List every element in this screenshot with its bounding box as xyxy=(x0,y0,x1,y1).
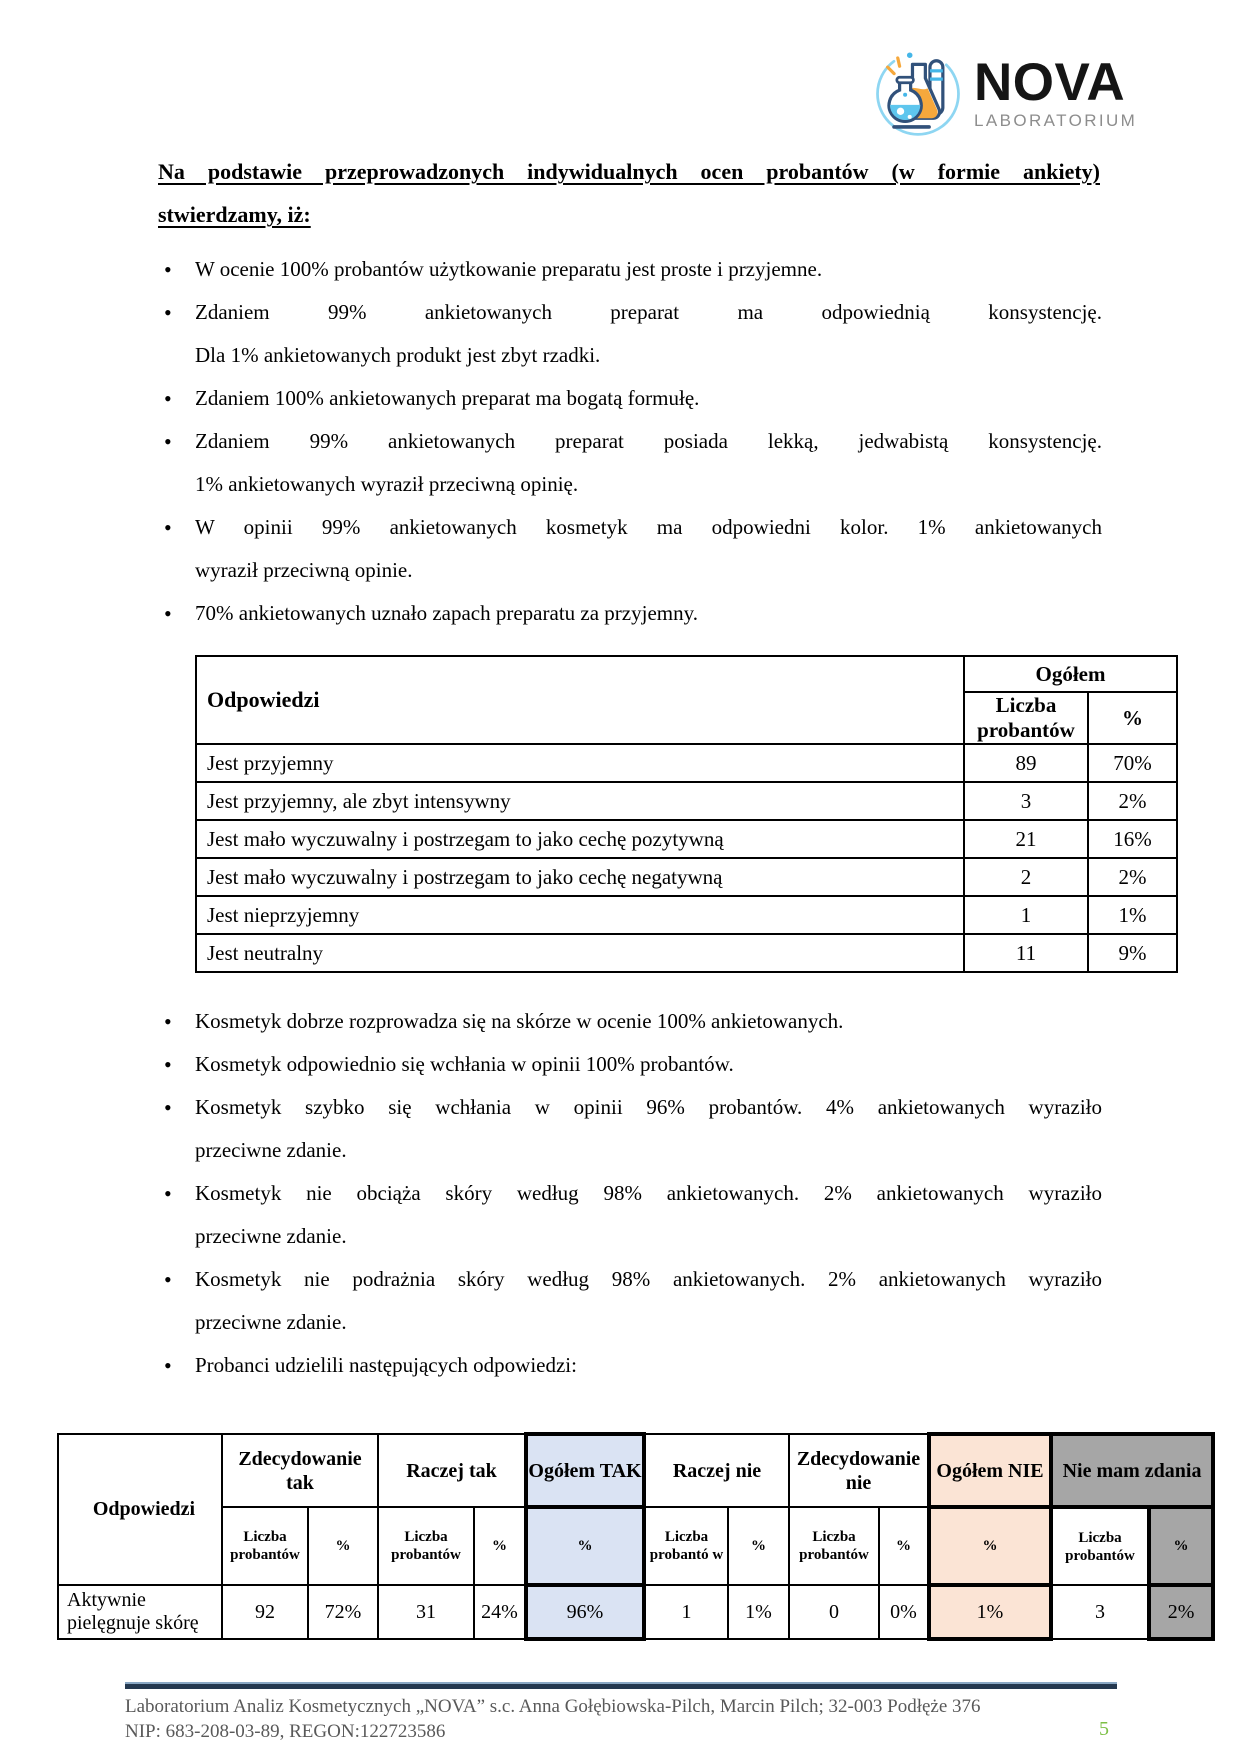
table-cell: Jest przyjemny xyxy=(196,744,964,782)
table-cell: 0% xyxy=(879,1585,929,1639)
subheader-count: Liczba probantów xyxy=(378,1507,474,1585)
bullet-item: • Kosmetyk dobrze rozprowadza się na skórze w ocenie 100% ankietowanych. xyxy=(158,1000,1102,1043)
answers-summary-table xyxy=(57,1432,1215,1641)
table-cell: 92 xyxy=(222,1585,308,1639)
table-cell: Jest przyjemny, ale zbyt intensywny xyxy=(196,782,964,820)
bullet-item: • Kosmetyk szybko się wchłania w opinii 96% probantów. 4% ankietowanych wyraziło przeciwne zdanie. xyxy=(158,1086,1102,1172)
table-row xyxy=(196,744,1177,782)
table-cell: 16% xyxy=(1088,820,1177,858)
table-cell: 11 xyxy=(964,934,1088,972)
bullet-item: • W opinii 99% ankietowanych kosmetyk ma odpowiedni kolor. 1% ankietowanych wyraził przeciwną opinie. xyxy=(158,506,1102,592)
table-row xyxy=(196,934,1177,972)
scent-col-total: Ogółem xyxy=(964,656,1177,692)
table-cell: 1 xyxy=(964,896,1088,934)
table-cell: Jest nieprzyjemny xyxy=(196,896,964,934)
bullet-item: • Probanci udzielili następujących odpowiedzi: xyxy=(158,1344,1102,1387)
table-cell: 9% xyxy=(1088,934,1177,972)
group-header-zdecydowanie-tak: Zdecydowanie tak xyxy=(222,1434,378,1507)
heading-line-1: Na podstawie przeprowadzonych indywidualnych ocen probantów (w formie ankiety) xyxy=(158,159,1100,184)
bullet-item: • Zdaniem 100% ankietowanych preparat ma bogatą formułę. xyxy=(158,377,1102,420)
bullet-item: • W ocenie 100% probantów użytkowanie preparatu jest proste i przyjemne. xyxy=(158,248,1102,291)
table-cell: 72% xyxy=(308,1585,378,1639)
footer-divider xyxy=(125,1682,1117,1689)
nova-logo xyxy=(872,44,1137,145)
table-cell: 1% xyxy=(929,1585,1051,1639)
bullet-item: • Zdaniem 99% ankietowanych preparat ma odpowiednią konsystencję. Dla 1% ankietowanych produkt jest zbyt rzadki. xyxy=(158,291,1102,377)
footer-company-line: Laboratorium Analiz Kosmetycznych „NOVA” s.c. Anna Gołębiowska-Pilch, Marcin Pilch; 32-003 Podłęże 376 xyxy=(125,1696,981,1717)
bullet-item: • Kosmetyk nie obciąża skóry według 98% ankietowanych. 2% ankietowanych wyraziło przeciwne zdanie. xyxy=(158,1172,1102,1258)
table-cell: 2% xyxy=(1088,782,1177,820)
findings-list-top xyxy=(158,248,1102,635)
group-header-raczej-nie: Raczej nie xyxy=(644,1434,789,1507)
group-header-nie-mam-zdania: Nie mam zdania xyxy=(1051,1434,1213,1507)
table-row xyxy=(196,896,1177,934)
group-header-ogolem-tak: Ogółem TAK xyxy=(526,1434,644,1507)
table-row xyxy=(58,1585,1213,1639)
table-cell: 89 xyxy=(964,744,1088,782)
table-cell: Jest mało wyczuwalny i postrzegam to jako cechę negatywną xyxy=(196,858,964,896)
table-row xyxy=(196,782,1177,820)
group-header-ogolem-nie: Ogółem NIE xyxy=(929,1434,1051,1507)
table-cell: 0 xyxy=(789,1585,879,1639)
table-cell: Aktywnie pielęgnuje skórę xyxy=(58,1585,222,1639)
footer-nip-regon-line: NIP: 683-208-03-89, REGON:122723586 xyxy=(125,1721,446,1742)
table-cell: 1 xyxy=(644,1585,728,1639)
scent-assessment-table xyxy=(195,655,1178,973)
table-cell: 1% xyxy=(1088,896,1177,934)
scent-col-answers: Odpowiedzi xyxy=(196,656,964,744)
table-cell: 96% xyxy=(526,1585,644,1639)
subheader-count: Liczba probantów xyxy=(1051,1507,1149,1585)
group-header-raczej-tak: Raczej tak xyxy=(378,1434,526,1507)
subheader-pct: % xyxy=(728,1507,789,1585)
table-cell: 2% xyxy=(1149,1585,1213,1639)
subheader-count: Liczba probantó w xyxy=(644,1507,728,1585)
page-number: 5 xyxy=(1099,1718,1109,1740)
subheader-pct: % xyxy=(474,1507,526,1585)
table-cell: Jest mało wyczuwalny i postrzegam to jako cechę pozytywną xyxy=(196,820,964,858)
logo-subtitle: LABORATORIUM xyxy=(974,111,1138,130)
scent-col-pct: % xyxy=(1088,692,1177,744)
subheader-pct: % xyxy=(1149,1507,1213,1585)
table-cell: 2% xyxy=(1088,858,1177,896)
answers-col-answers: Odpowiedzi xyxy=(58,1434,222,1585)
findings-list-bottom xyxy=(158,1000,1102,1387)
bullet-item: • Kosmetyk odpowiednio się wchłania w opinii 100% probantów. xyxy=(158,1043,1102,1086)
subheader-pct: % xyxy=(929,1507,1051,1585)
logo-title: NOVA xyxy=(974,53,1126,112)
table-row xyxy=(196,858,1177,896)
table-cell: 21 xyxy=(964,820,1088,858)
table-row xyxy=(196,820,1177,858)
bullet-item: • Kosmetyk nie podrażnia skóry według 98% ankietowanych. 2% ankietowanych wyraziło przeciwne zdanie. xyxy=(158,1258,1102,1344)
table-cell: 3 xyxy=(964,782,1088,820)
group-header-zdecydowanie-nie: Zdecydowanie nie xyxy=(789,1434,929,1507)
table-cell: 1% xyxy=(728,1585,789,1639)
subheader-pct: % xyxy=(308,1507,378,1585)
heading-line-2: stwierdzamy, iż: xyxy=(158,202,311,227)
table-cell: 3 xyxy=(1051,1585,1149,1639)
bullet-item: • Zdaniem 99% ankietowanych preparat posiada lekką, jedwabistą konsystencję. 1% ankietowanych wyraził przeciwną opinię. xyxy=(158,420,1102,506)
table-cell: 2 xyxy=(964,858,1088,896)
table-cell: 70% xyxy=(1088,744,1177,782)
page-footer xyxy=(125,1682,1117,1744)
subheader-pct: % xyxy=(879,1507,929,1585)
table-cell: Jest neutralny xyxy=(196,934,964,972)
table-cell: 24% xyxy=(474,1585,526,1639)
subheader-count: Liczba probantów xyxy=(789,1507,879,1585)
bullet-item: • 70% ankietowanych uznało zapach preparatu za przyjemny. xyxy=(158,592,1102,635)
table-cell: 31 xyxy=(378,1585,474,1639)
subheader-pct: % xyxy=(526,1507,644,1585)
page-title xyxy=(158,150,1100,236)
scent-col-count: Liczba probantów xyxy=(964,692,1088,744)
logo-flask-icon xyxy=(872,44,964,145)
subheader-count: Liczba probantów xyxy=(222,1507,308,1585)
